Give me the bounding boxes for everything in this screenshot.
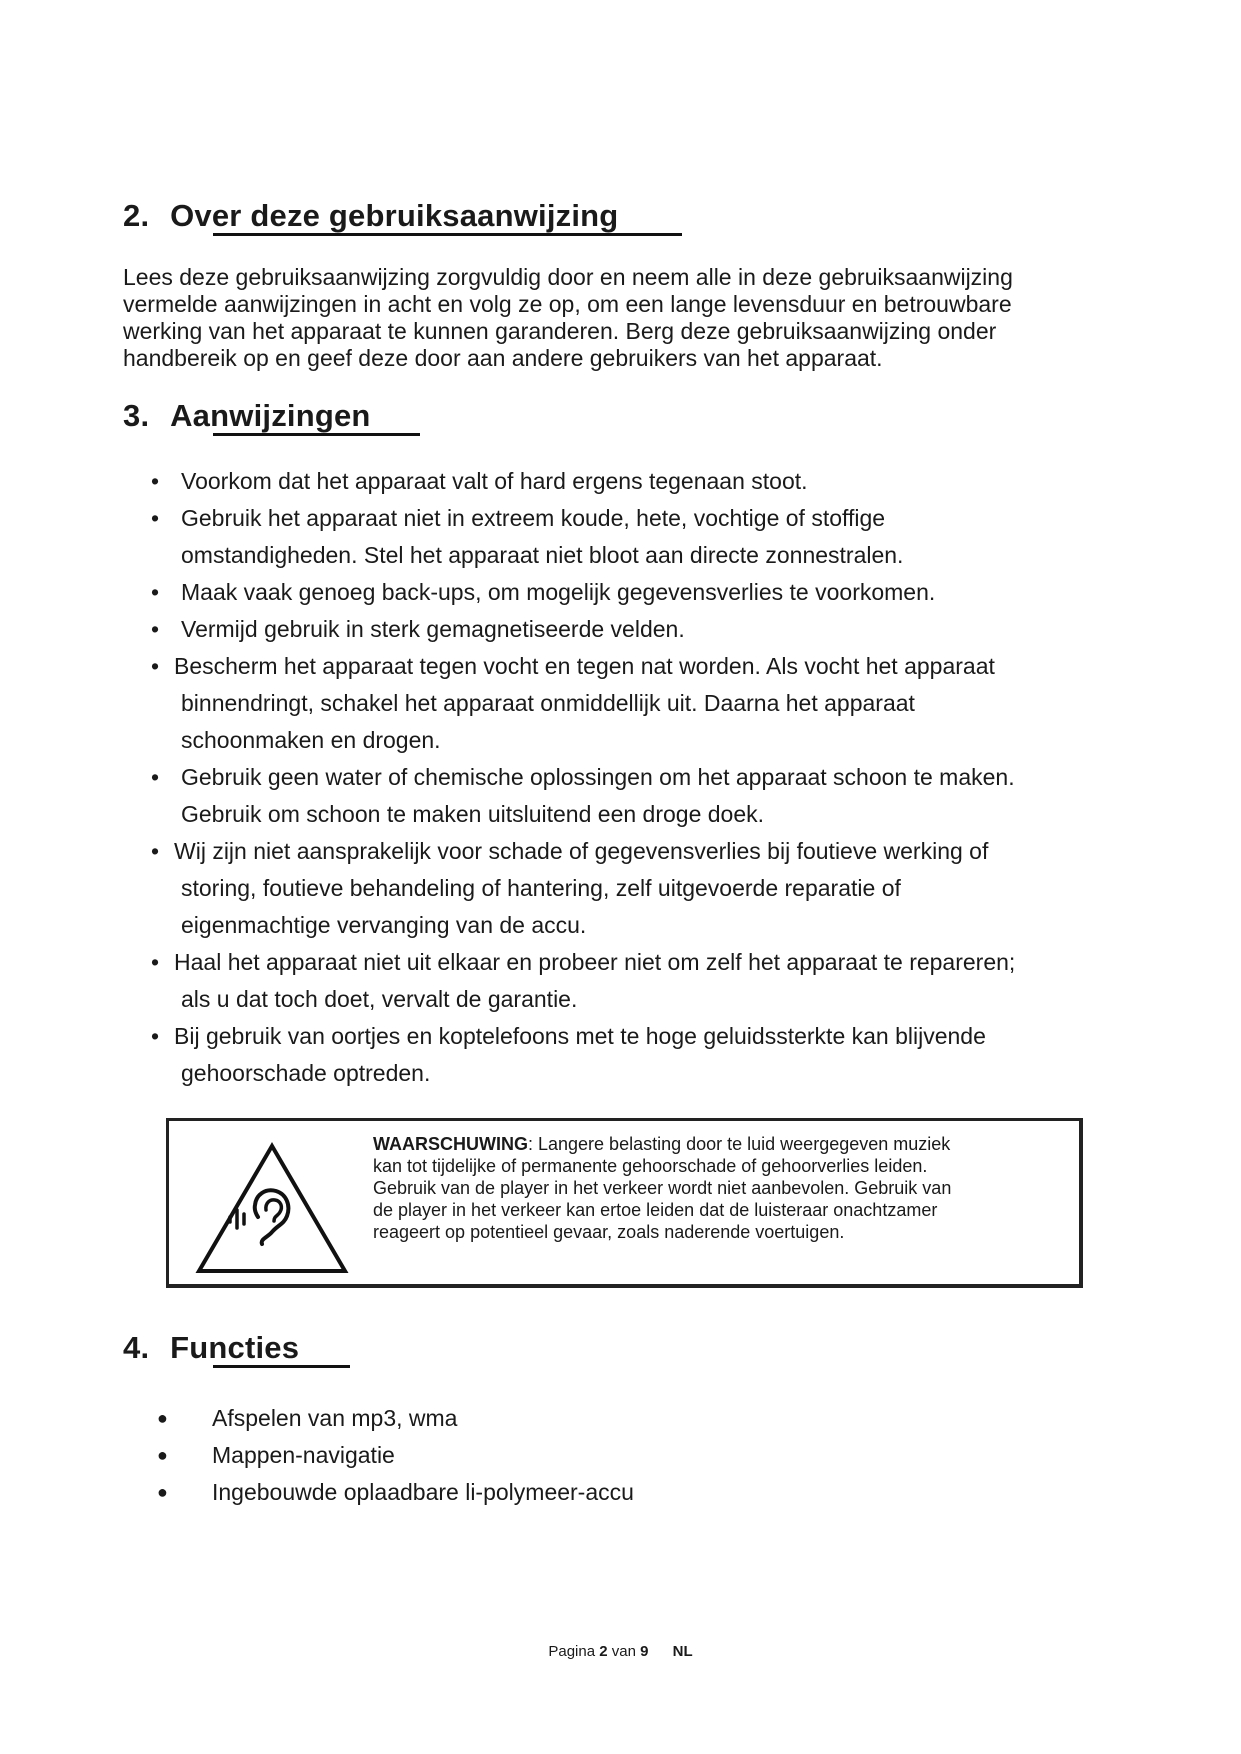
list-item: • Vermijd gebruik in sterk gemagnetiseerde velden.	[151, 611, 1111, 648]
warning-text-line: Gebruik van de player in het verkeer wordt niet aanbevolen. Gebruik van	[373, 1178, 952, 1198]
hearing-warning-icon	[194, 1140, 350, 1278]
bullet-icon: ●	[157, 1445, 168, 1465]
section-3-title: Aanwijzingen	[170, 398, 371, 433]
bullet-icon: •	[151, 838, 160, 864]
warning-text-line: de player in het verkeer kan ertoe leiden dat de luisteraar onachtzamer	[373, 1200, 938, 1220]
bullet-icon: •	[151, 653, 160, 679]
list-item: ● Ingebouwde oplaadbare li-polymeer-accu	[157, 1474, 634, 1511]
bullet-icon: •	[151, 505, 160, 531]
bullet-icon: •	[151, 579, 160, 605]
section-3-number: 3.	[123, 398, 150, 433]
instructions-list	[151, 463, 1111, 1092]
section-4-number: 4.	[123, 1330, 150, 1365]
list-item: ● Afspelen van mp3, wma	[157, 1400, 634, 1437]
features-list	[157, 1400, 634, 1511]
section-4-title: Functies	[170, 1330, 300, 1365]
list-item: • Bescherm het apparaat tegen vocht en tegen nat worden. Als vocht het apparaat binnendringt, schakel het apparaat onmiddellijk uit. Daarna het apparaat schoonmaken en drogen.	[151, 648, 1111, 759]
section-2-number: 2.	[123, 198, 150, 233]
footer-page-number: 2	[599, 1643, 608, 1660]
footer-prefix: Pagina	[548, 1643, 596, 1660]
warning-label: WAARSCHUWING	[373, 1134, 528, 1154]
warning-text-line: reageert op potentieel gevaar, zoals naderende voertuigen.	[373, 1222, 845, 1242]
list-item: • Haal het apparaat niet uit elkaar en probeer niet om zelf het apparaat te repareren; als u dat toch doet, vervalt de garantie.	[151, 944, 1111, 1018]
paragraph-line: werking van het apparaat te kunnen garanderen. Berg deze gebruiksaanwijzing onder	[123, 318, 997, 344]
bullet-icon: •	[151, 764, 160, 790]
section-4-heading	[123, 1330, 299, 1366]
section-3-heading	[123, 398, 371, 434]
list-item: ● Mappen-navigatie	[157, 1437, 634, 1474]
list-item: • Maak vaak genoeg back-ups, om mogelijk gegevensverlies te voorkomen.	[151, 574, 1111, 611]
bullet-icon: ●	[157, 1408, 168, 1428]
section-2-heading	[123, 198, 618, 234]
list-item: • Gebruik geen water of chemische oplossingen om het apparaat schoon te maken. Gebruik om schoon te maken uitsluitend een droge doek.	[151, 759, 1111, 833]
list-item: • Wij zijn niet aansprakelijk voor schade of gegevensverlies bij foutieve werking of storing, foutieve behandeling of hantering, zelf uitgevoerde reparatie of eigenmachtige vervanging van de accu.	[151, 833, 1111, 944]
list-item: • Voorkom dat het apparaat valt of hard ergens tegenaan stoot.	[151, 463, 1111, 500]
footer-total-pages: 9	[640, 1643, 649, 1660]
list-item: • Bij gebruik van oortjes en koptelefoons met te hoge geluidssterkte kan blijvende gehoorschade optreden.	[151, 1018, 1111, 1092]
bullet-icon: •	[151, 616, 160, 642]
bullet-icon: ●	[157, 1482, 168, 1502]
footer-of: van	[611, 1643, 636, 1660]
section-2-paragraph	[123, 264, 1013, 372]
footer-language: NL	[672, 1643, 693, 1660]
section-2-underline	[213, 233, 682, 236]
bullet-icon: •	[151, 1023, 160, 1049]
list-item: • Gebruik het apparaat niet in extreem koude, hete, vochtige of stoffige omstandigheden. Stel het apparaat niet bloot aan directe zonnestralen.	[151, 500, 1111, 574]
paragraph-line: Lees deze gebruiksaanwijzing zorgvuldig door en neem alle in deze gebruiksaanwijzing	[123, 264, 1013, 290]
paragraph-line: handbereik op en geef deze door aan andere gebruikers van het apparaat.	[123, 345, 883, 371]
page-footer	[0, 1643, 1241, 1660]
warning-text	[373, 1133, 1073, 1243]
bullet-icon: •	[151, 468, 160, 494]
section-3-underline	[213, 433, 420, 436]
warning-text-line: kan tot tijdelijke of permanente gehoorschade of gehoorverlies leiden.	[373, 1156, 928, 1176]
bullet-icon: •	[151, 949, 160, 975]
warning-text-line: : Langere belasting door te luid weergegeven muziek	[528, 1134, 951, 1154]
section-2-title: Over deze gebruiksaanwijzing	[170, 198, 619, 233]
section-4-underline	[213, 1365, 350, 1368]
paragraph-line: vermelde aanwijzingen in acht en volg ze op, om een lange levensduur en betrouwbare	[123, 291, 1012, 317]
